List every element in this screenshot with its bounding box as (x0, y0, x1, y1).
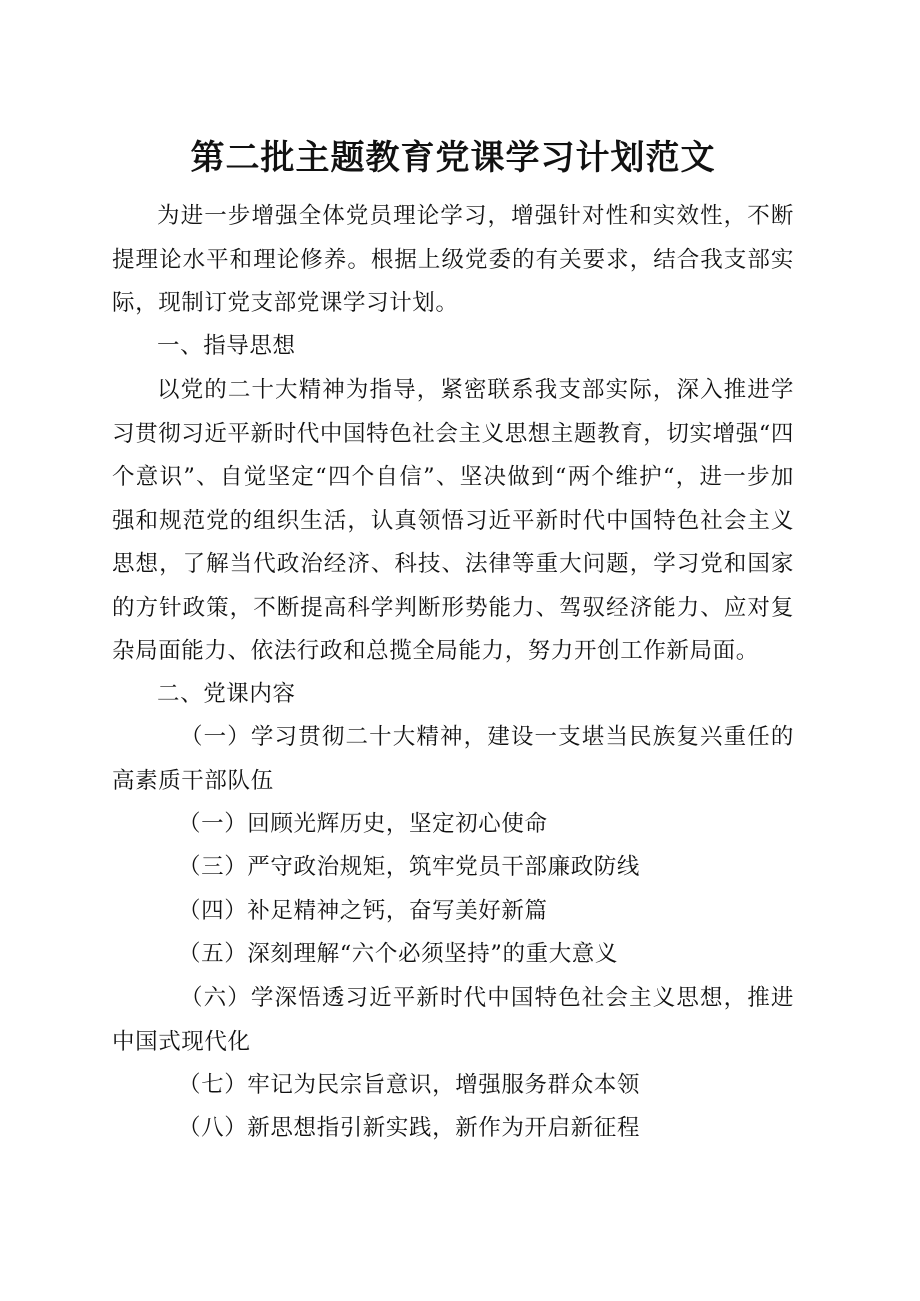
course-item-2: （一）回顾光辉历史，坚定初心使命 (178, 811, 548, 837)
guiding-ideology-paragraph: 以党的二十大精神为指导，紧密联系我支部实际，深入推进学习贯彻习近平新时代中国特色社会主义思想主题教育，切实增强“四个意识”、自觉坚定“四个自信”、坚决做到“两个维护“，进一步加强和规范党的组织生活，认真领悟习近平新时代中国特色社会主义思想，了解当代政治经济、科技、法律等重大问题，学习党和国家的方针政策，不断提高科学判断形势能力、驾驭经济能力、应对复杂局面能力、依法行政和总揽全局能力，努力开创工作新局面。 (112, 377, 795, 664)
course-item-3: （三）严守政治规矩，筑牢党员干部廉政防线 (178, 854, 641, 880)
course-item-8: （八）新思想指引新实践，新作为开启新征程 (178, 1115, 641, 1141)
course-item-1: （一）学习贯彻二十大精神，建设一支堪当民族复兴重任的高素质干部队伍 (112, 724, 794, 794)
section-heading-guiding-ideology: 一、指导思想 (157, 333, 296, 359)
section-heading-course-content: 二、党课内容 (157, 681, 296, 707)
document-title: 第二批主题教育党课学习计划范文 (190, 138, 716, 178)
course-item-5: （五）深刻理解“六个必须坚持”的重大意义 (178, 941, 619, 967)
course-item-7: （七）牢记为民宗旨意识，增强服务群众本领 (178, 1072, 641, 1098)
course-item-4: （四）补足精神之钙，奋写美好新篇 (178, 898, 548, 924)
course-item-6: （六）学深悟透习近平新时代中国特色社会主义思想，推进中国式现代化 (112, 985, 794, 1055)
intro-paragraph: 为进一步增强全体党员理论学习，增强针对性和实效性，不断提理论水平和理论修养。根据上级党委的有关要求，结合我支部实际，现制订党支部党课学习计划。 (112, 203, 794, 316)
